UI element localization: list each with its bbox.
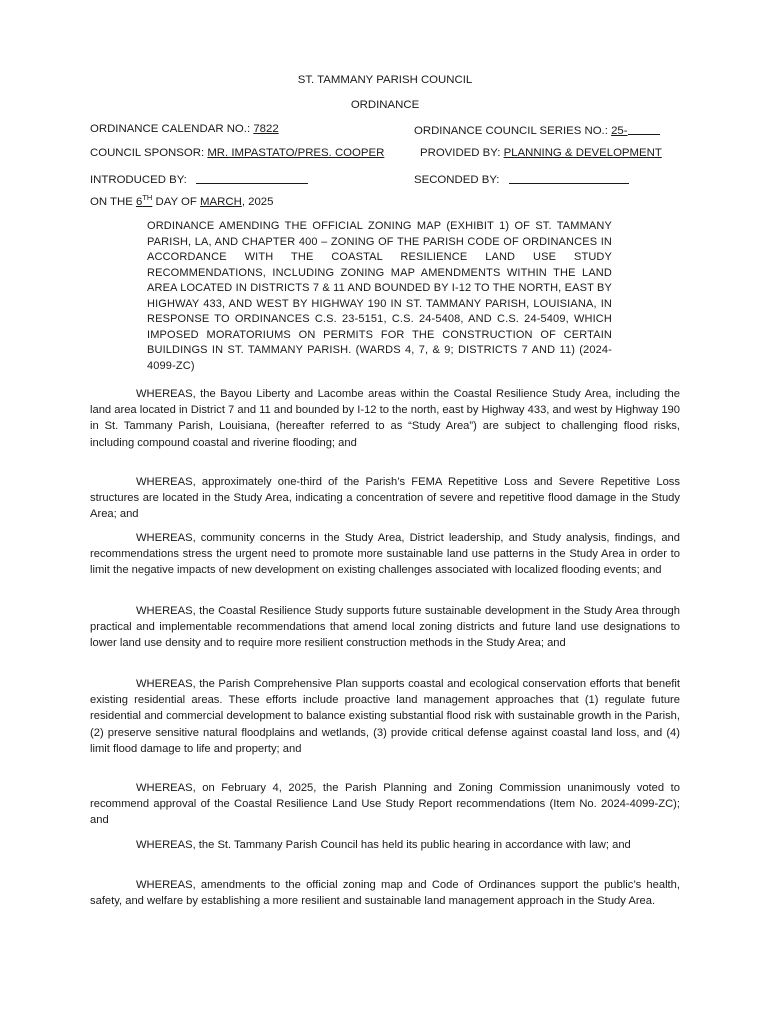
date-day: 6TH [136,193,153,208]
provided-label: PROVIDED BY: [420,147,501,159]
series-value: 25- [611,125,628,137]
date-prefix: ON THE [90,196,133,208]
series-number [414,123,660,137]
whereas-clause-8: WHEREAS, amendments to the official zoning map and Code of Ordinances support the public’s health, safety, and welfare by establishing a more resilient and sustainable land management approach in the Study Area. [90,879,680,908]
whereas-clause-6: WHEREAS, on February 4, 2025, the Parish Planning and Zoning Commission unanimously voted to recommend approval of the Coastal Resilience Land Use Study Report recommendations (Item No. 2024-4099-ZC); and [90,782,680,827]
sponsor-label: COUNCIL SPONSOR: [90,147,205,159]
seconded-by [414,172,629,186]
introduced-by [90,172,308,186]
whereas-clause-4: WHEREAS, the Coastal Resilience Study supports future sustainable development in the Study Area through practical and implementable recommendations that amend local zoning districts and future land use designations to lower land use density and to require more resilient construction methods in the Study Area; and [90,605,680,650]
date-year: , 2025 [241,196,274,208]
whereas-clause-7: WHEREAS, the St. Tammany Parish Council has held its public hearing in accordance with law; and [136,839,631,851]
council-heading: ST. TAMMANY PARISH COUNCIL [297,74,473,86]
council-sponsor [90,147,384,159]
provided-by [420,147,662,159]
ordinance-title: ORDINANCE AMENDING THE OFFICIAL ZONING MAP (EXHIBIT 1) OF ST. TAMMANY PARISH, LA, AND CHAPTER 400 – ZONING OF THE PARISH CODE OF ORDINANCES IN ACCORDANCE WITH THE COASTAL RESILIENCE LAND USE STUDY RECOMMENDATIONS, INCLUDING ZONING MAP AMENDMENTS WITHIN THE LAND AREA LOCATED IN DISTRICTS 7 & 11 AND BOUNDED BY I-12 TO THE NORTH, EAST BY HIGHWAY 433, AND WEST BY HIGHWAY 190 IN ST. TAMMANY PARISH, LOUISIANA, IN RESPONSE TO ORDINANCES C.S. 23-5151, C.S. 24-5408, AND C.S. 24-5409, WHICH IMPOSED MORATORIUMS ON PERMITS FOR THE CONSTRUCTION OF CERTAIN BUILDINGS IN ST. TAMMANY PARISH. (WARDS 4, 7, & 9; DISTRICTS 7 AND 11) (2024-4099-ZC) [147,220,612,372]
ordinance-date [90,193,274,208]
provided-value: PLANNING & DEVELOPMENT [503,147,662,159]
calendar-number [90,123,279,135]
whereas-clause-5: WHEREAS, the Parish Comprehensive Plan supports coastal and ecological conservation efforts that benefit existing residential areas. These efforts include proactive land management approaches that (1) regulate future residential and commercial development to balance existing substantial flood risk with sustainable growth in the Parish, (2) preserve sensitive natural floodplains and wetlands, (3) provide critical defense against coastal land loss, and (4) limit flood damage to life and property; and [90,678,680,755]
series-blank [628,123,660,135]
series-label: ORDINANCE COUNCIL SERIES NO.: [414,125,608,137]
introduced-blank [196,172,308,184]
introduced-label: INTRODUCED BY: [90,174,187,186]
seconded-label: SECONDED BY: [414,174,500,186]
date-month: MARCH [200,196,242,208]
date-mid: DAY OF [155,196,197,208]
whereas-clause-2: WHEREAS, approximately one-third of the Parish’s FEMA Repetitive Loss and Severe Repetitive Loss structures are located in the Study Area, indicating a concentration of severe and repetitive flood damage in the Study Area; and [90,476,680,521]
sponsor-value: MR. IMPASTATO/PRES. COOPER [207,147,385,159]
whereas-clause-3: WHEREAS, community concerns in the Study Area, District leadership, and Study analysis, findings, and recommendations stress the urgent need to promote more sustainable land use patterns in the Study Area in order to limit the negative impacts of new development on existing challenges associated with localized flooding events; and [90,532,680,577]
calendar-value: 7822 [253,123,279,135]
calendar-label: ORDINANCE CALENDAR NO.: [90,123,251,135]
whereas-clause-1: WHEREAS, the Bayou Liberty and Lacombe areas within the Coastal Resilience Study Area, including the land area located in District 7 and 11 and bounded by I-12 to the north, east by Highway 433, and west by Highway 190 in St. Tammany Parish, Louisiana, (hereafter referred to as “Study Area”) are subject to challenging flood risks, including compound coastal and riverine flooding; and [90,388,680,449]
document-type-heading: ORDINANCE [350,99,420,111]
seconded-blank [509,172,629,184]
